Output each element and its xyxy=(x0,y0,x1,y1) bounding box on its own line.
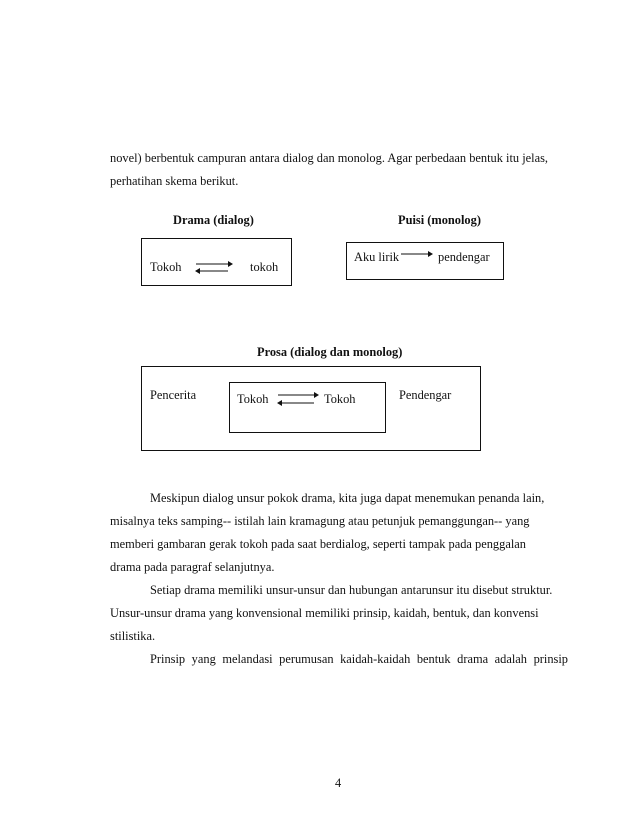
puisi-right-label: pendengar xyxy=(438,250,490,264)
text-line: drama pada paragraf selanjutnya. xyxy=(110,560,275,574)
puisi-scheme-title: Puisi (monolog) xyxy=(398,213,481,227)
page-number: 4 xyxy=(335,776,342,790)
prosa-inner-left-label: Tokoh xyxy=(237,392,269,406)
text-line: Prinsip yang melandasi perumusan kaidah-kaidah bentuk drama adalah prinsip xyxy=(150,652,568,666)
text-line: stilistika. xyxy=(110,629,156,643)
prosa-narrator-label: Pencerita xyxy=(150,388,197,402)
text-line: Setiap drama memiliki unsur-unsur dan hubungan antarunsur itu disebut struktur. xyxy=(150,583,553,597)
bidirectional-arrow-icon xyxy=(276,389,320,407)
prosa-scheme-title: Prosa (dialog dan monolog) xyxy=(257,345,403,359)
drama-left-label: Tokoh xyxy=(150,260,182,274)
drama-scheme-title: Drama (dialog) xyxy=(173,213,254,227)
drama-right-label: tokoh xyxy=(250,260,279,274)
text-line: Unsur-unsur drama yang konvensional memiliki prinsip, kaidah, bentuk, dan konvensi xyxy=(110,606,539,620)
bidirectional-arrow-icon xyxy=(194,258,234,276)
prosa-inner-right-label: Tokoh xyxy=(324,392,356,406)
prosa-listener-label: Pendengar xyxy=(399,388,452,402)
text-line: memberi gambaran gerak tokoh pada saat berdialog, seperti tampak pada penggalan xyxy=(110,537,526,551)
text-line: novel) berbentuk campuran antara dialog dan monolog. Agar perbedaan bentuk itu jelas, xyxy=(110,151,548,165)
puisi-left-label: Aku lirik xyxy=(354,250,400,264)
text-line: misalnya teks samping-- istilah lain kramagung atau petunjuk pemanggungan-- yang xyxy=(110,514,530,528)
text-line: perhatihan skema berikut. xyxy=(110,174,239,188)
right-arrow-icon xyxy=(400,249,434,259)
text-line: Meskipun dialog unsur pokok drama, kita juga dapat menemukan penanda lain, xyxy=(150,491,545,505)
